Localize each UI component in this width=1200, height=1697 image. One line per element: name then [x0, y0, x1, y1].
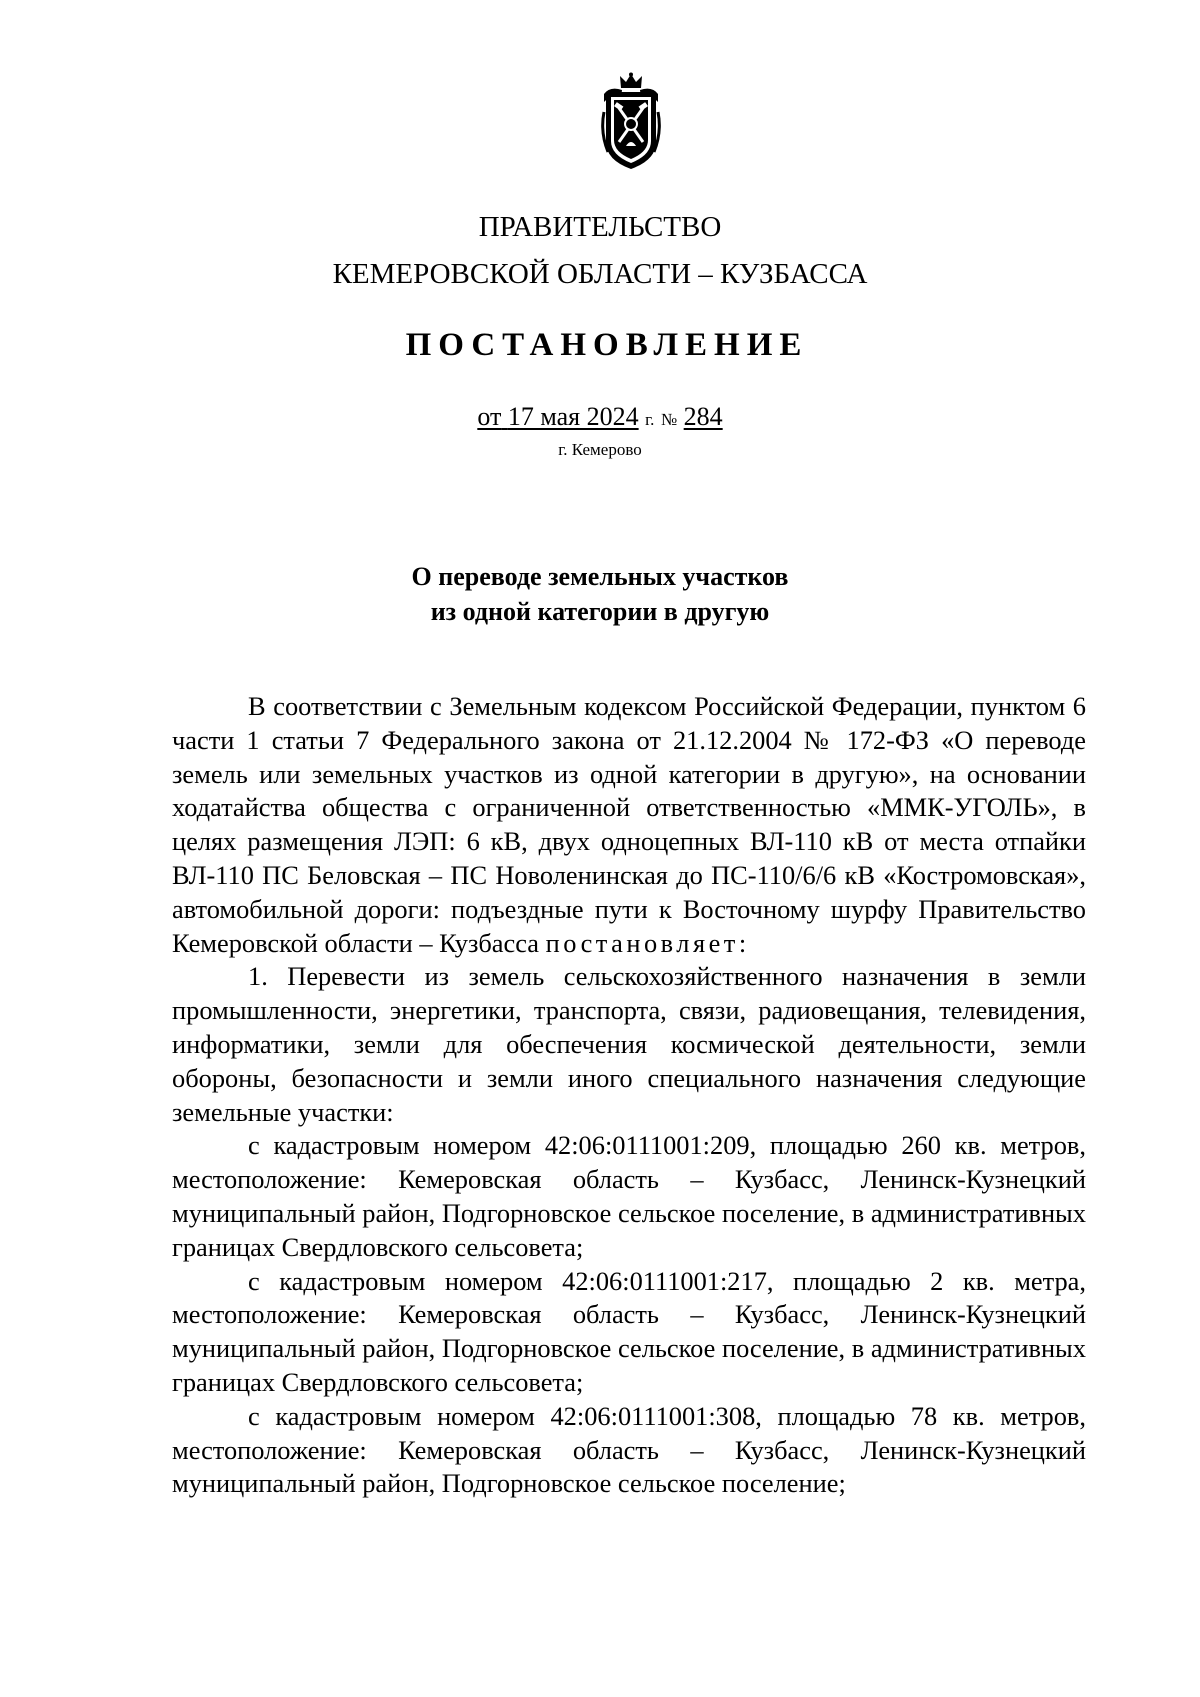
resolves-word: постановляет:	[545, 927, 750, 958]
document-number: 284	[683, 402, 723, 431]
city-name: г. Кемерово	[558, 440, 642, 459]
plot-1-paragraph: с кадастровым номером 42:06:0111001:209, площадью 260 кв. метров, местоположение: Кемеровская область – Кузбасс, Ленинск-Кузнецкий муниципальный район, Подгорновское сельское поселение, в административных границах Свердловского сельсовета;	[172, 1130, 1086, 1262]
number-sign: №	[660, 410, 678, 429]
document-date: 17 мая 2024	[507, 402, 639, 431]
plot-3-paragraph: с кадастровым номером 42:06:0111001:308, площадью 78 кв. метров, местоположение: Кемеровская область – Кузбасс, Ленинск-Кузнецкий муниципальный район, Подгорновское сельское поселение;	[172, 1400, 1086, 1499]
item-1-paragraph: 1. Перевести из земель сельскохозяйственного назначения в земли промышленности, энергетики, транспорта, связи, радиовещания, телевидения, информатики, земли для обеспечения космической деятельности, земли обороны, безопасности и земли иного специального назначения следующие земельные участки:	[172, 961, 1086, 1127]
subject-line1: О переводе земельных участков	[411, 562, 789, 591]
year-suffix: г.	[645, 410, 655, 429]
preamble-text: В соответствии с Земельным кодексом Российской Федерации, пунктом 6 части 1 статьи 7 Федерального закона от 21.12.2004 № 172-ФЗ «О переводе земель или земельных участков из одной категории в другую», на основании ходатайства общества с ограниченной ответственностью «ММК-УГОЛЬ», в целях размещения ЛЭП: 6 кВ, двух одноцепных ВЛ-110 кВ от места отпайки ВЛ-110 ПС Беловская – ПС Новоленинская до ПС-110/6/6 кВ «Костромовская», автомобильной дороги: подъездные пути к Восточному шурфу Правительство Кемеровской области – Кузбасса	[172, 691, 1086, 958]
date-number-line	[0, 401, 1200, 436]
preamble-paragraph	[172, 690, 1086, 960]
coat-of-arms-icon	[596, 72, 666, 172]
government-name-line2: КЕМЕРОВСКОЙ ОБЛАСТИ – КУЗБАССА	[332, 258, 868, 290]
government-name-line1: ПРАВИТЕЛЬСТВО	[478, 211, 722, 243]
subject-line2: из одной категории в другую	[430, 597, 770, 626]
document-type-title: ПОСТАНОВЛЕНИЕ	[405, 327, 809, 363]
plot-2-paragraph: с кадастровым номером 42:06:0111001:217, площадью 2 кв. метра, местоположение: Кемеровская область – Кузбасс, Ленинск-Кузнецкий муниципальный район, Подгорновское сельское поселение, в административных границах Свердловского сельсовета;	[172, 1265, 1086, 1397]
date-prefix: от	[477, 402, 502, 431]
document-body	[172, 690, 1086, 1501]
